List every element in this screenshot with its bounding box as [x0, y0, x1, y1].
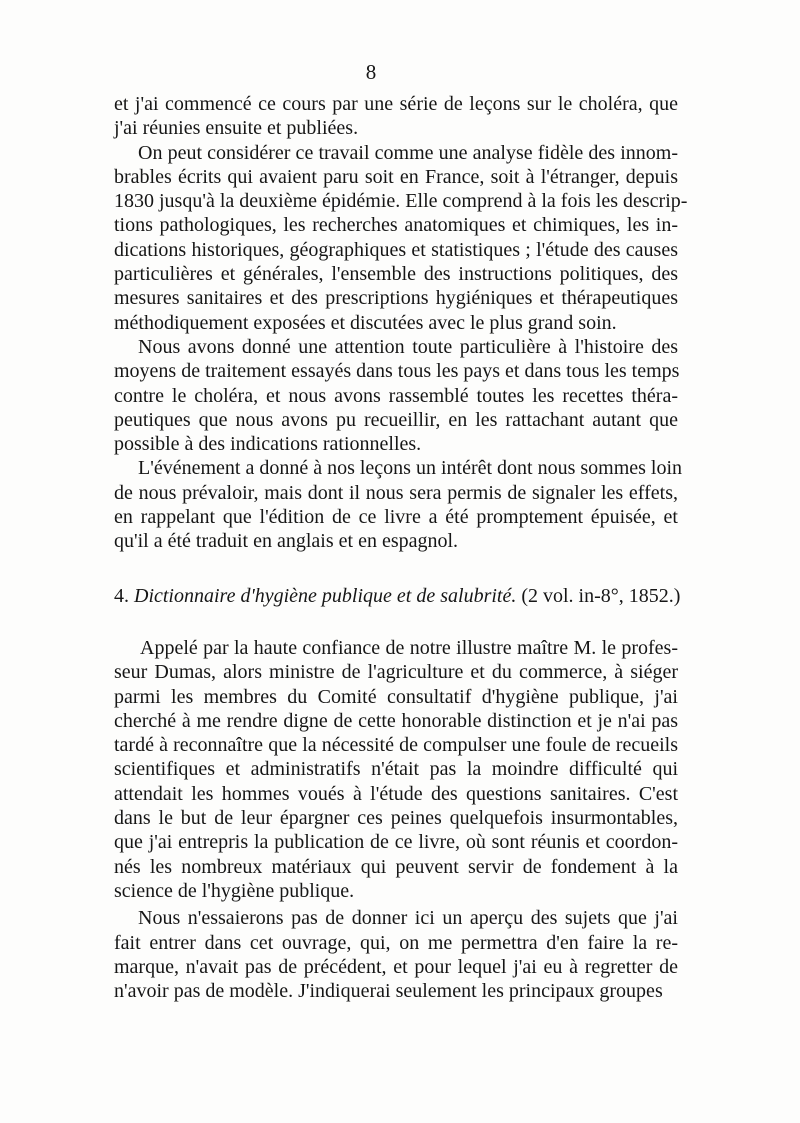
section-title: Dictionnaire d'hygiène publique et de salubrité. [134, 585, 517, 607]
text-line: en rappelant que l'édition de ce livre a été promptement épuisée, et [114, 506, 678, 529]
text-line: n'avoir pas de modèle. J'indiquerai seulement les principaux groupes [114, 980, 663, 1003]
text-line: marque, n'avait pas de précédent, et pour lequel j'ai eu à regretter de [114, 955, 678, 978]
text-line: Nous n'essaierons pas de donner ici un aperçu des sujets que j'ai [138, 907, 678, 930]
paragraph [114, 335, 678, 456]
text-line: possible à des indications rationnelles. [114, 433, 422, 456]
text-line: que j'ai entrepris la publication de ce livre, où sont réunis et coordon- [114, 831, 678, 854]
text-line: 1830 jusqu'à la deuxième épidémie. Elle comprend à la fois les descrip- [114, 190, 688, 213]
paragraph [114, 141, 688, 335]
section-4-heading [114, 584, 681, 608]
text-line: qu'il a été traduit en anglais et en espagnol. [114, 530, 459, 553]
text-line: science de l'hygiène publique. [114, 879, 355, 902]
section-heading-line [114, 584, 681, 608]
text-line: dications historiques, géographiques et statistiques ; l'étude des causes [114, 238, 678, 261]
text-line: seur Dumas, alors ministre de l'agriculture et du commerce, à siéger [114, 661, 678, 684]
section-3-continuation [114, 92, 688, 554]
text-line: fait entrer dans cet ouvrage, qui, on me permettra d'en faire la re- [114, 931, 678, 954]
paragraph [114, 906, 678, 1003]
paragraph [114, 92, 678, 141]
text-line: parmi les membres du Comité consultatif d'hygiène publique, j'ai [114, 685, 678, 708]
text-line: Appelé par la haute confiance de notre illustre maître M. le profes- [140, 637, 678, 659]
paragraph [114, 456, 683, 553]
text-line: peutiques que nous avons pu recueillir, en les rattachant autant que [114, 408, 678, 431]
text-line: de nous prévaloir, mais dont il nous sera permis de signaler les effets, [114, 481, 678, 504]
text-line: dans le but de leur épargner ces peines quelquefois insurmontables, [114, 807, 678, 830]
section-4-body [114, 636, 678, 1003]
page-number: 8 [365, 60, 377, 84]
text-line: nés les nombreux matériaux qui peuvent servir de fondement à la [114, 855, 678, 878]
text-line: Nous avons donné une attention toute particulière à l'histoire des [138, 335, 678, 358]
text-line: j'ai réunies ensuite et publiées. [114, 117, 359, 140]
text-line: tardé à reconnaître que la nécessité de compulser une foule de recueils [114, 734, 678, 757]
text-line: et j'ai commencé ce cours par une série de leçons sur le choléra, que [114, 93, 678, 115]
text-line: On peut considérer ce travail comme une analyse fidèle des innom- [138, 141, 678, 164]
text-line: particulières et générales, l'ensemble des instructions politiques, des [114, 263, 678, 286]
text-line: cherché à me rendre digne de cette honorable distinction et je n'ai pas [114, 709, 678, 732]
text-line: contre le choléra, et nous avons rassemblé toutes les recettes théra- [114, 384, 678, 407]
paragraph [114, 636, 678, 903]
text-line: mesures sanitaires et des prescriptions hygiéniques et thérapeutiques [114, 287, 678, 310]
text-line: scientifiques et administratifs n'était pas la moindre difficulté qui [114, 758, 678, 781]
text-line: L'événement a donné à nos leçons un intérêt dont nous sommes loin [138, 457, 683, 480]
section-details: (2 vol. in-8°, 1852.) [521, 585, 681, 607]
text-line: brables écrits qui avaient paru soit en France, soit à l'étranger, depuis [114, 165, 678, 188]
text-line: moyens de traitement essayés dans tous les pays et dans tous les temps [114, 360, 680, 383]
text-line: méthodiquement exposées et discutées avec le plus grand soin. [114, 311, 617, 334]
text-line: tions pathologiques, les recherches anatomiques et chimiques, les in- [114, 214, 678, 237]
text-line: attendait les hommes voués à l'étude des questions sanitaires. C'est [114, 782, 678, 805]
section-number: 4. [114, 585, 129, 607]
